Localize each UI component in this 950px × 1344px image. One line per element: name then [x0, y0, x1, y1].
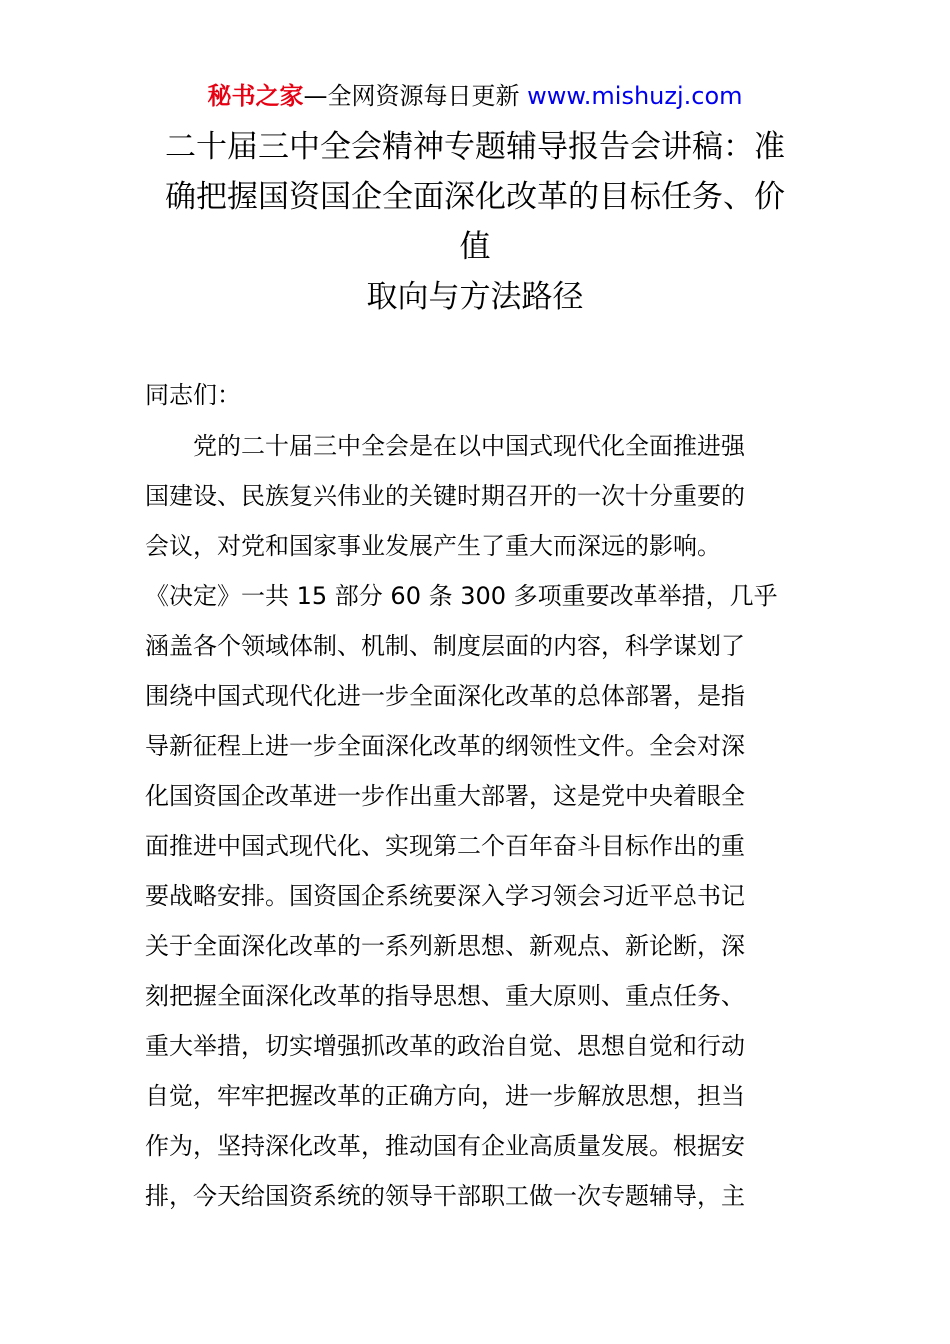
title-line: 确把握国资国企全面深化改革的目标任务、价 [165, 179, 785, 215]
body-line: 会议，对党和国家事业发展产生了重大而深远的影响。 [145, 532, 721, 560]
document-title [120, 122, 830, 322]
body-line: 党的二十届三中全会是在以中国式现代化全面推进强 [193, 432, 745, 460]
header-tagline: —全网资源每日更新 [303, 82, 520, 110]
body-line: 要战略安排。国资国企系统要深入学习领会习近平总书记 [145, 882, 745, 910]
body-line: 面推进中国式现代化、实现第二个百年奋斗目标作出的重 [145, 832, 745, 860]
body-line: 围绕中国式现代化进一步全面深化改革的总体部署，是指 [145, 682, 745, 710]
site-header [0, 80, 950, 112]
body-line: 涵盖各个领域体制、机制、制度层面的内容，科学谋划了 [145, 632, 745, 660]
body-line: 排，今天给国资系统的领导干部职工做一次专题辅导，主 [145, 1182, 745, 1210]
brand-name: 秘书之家 [207, 82, 304, 110]
body-line: 化国资国企改革进一步作出重大部署，这是党中央着眼全 [145, 782, 745, 810]
title-line: 二十届三中全会精神专题辅导报告会讲稿：准 [165, 129, 785, 165]
body-line: 自觉，牢牢把握改革的正确方向，进一步解放思想，担当 [145, 1082, 745, 1110]
body-line: 关于全面深化改革的一系列新思想、新观点、新论断，深 [145, 932, 745, 960]
body-line: 作为，坚持深化改革，推动国有企业高质量发展。根据安 [145, 1132, 745, 1160]
body-line: 导新征程上进一步全面深化改革的纲领性文件。全会对深 [145, 732, 745, 760]
body-line: 国建设、民族复兴伟业的关键时期召开的一次十分重要的 [145, 482, 745, 510]
title-line: 值 [459, 229, 491, 265]
salutation: 同志们： [145, 381, 241, 409]
title-line: 取向与方法路径 [366, 279, 584, 315]
site-url[interactable]: www.mishuzj.com [527, 82, 743, 110]
body-line: 刻把握全面深化改革的指导思想、重大原则、重点任务、 [145, 982, 745, 1010]
body-line: 重大举措，切实增强抓改革的政治自觉、思想自觉和行动 [145, 1032, 745, 1060]
body-line: 《决定》一共 15 部分 60 条 300 多项重要改革举措，几乎 [145, 582, 778, 610]
body-paragraph [145, 421, 810, 1221]
